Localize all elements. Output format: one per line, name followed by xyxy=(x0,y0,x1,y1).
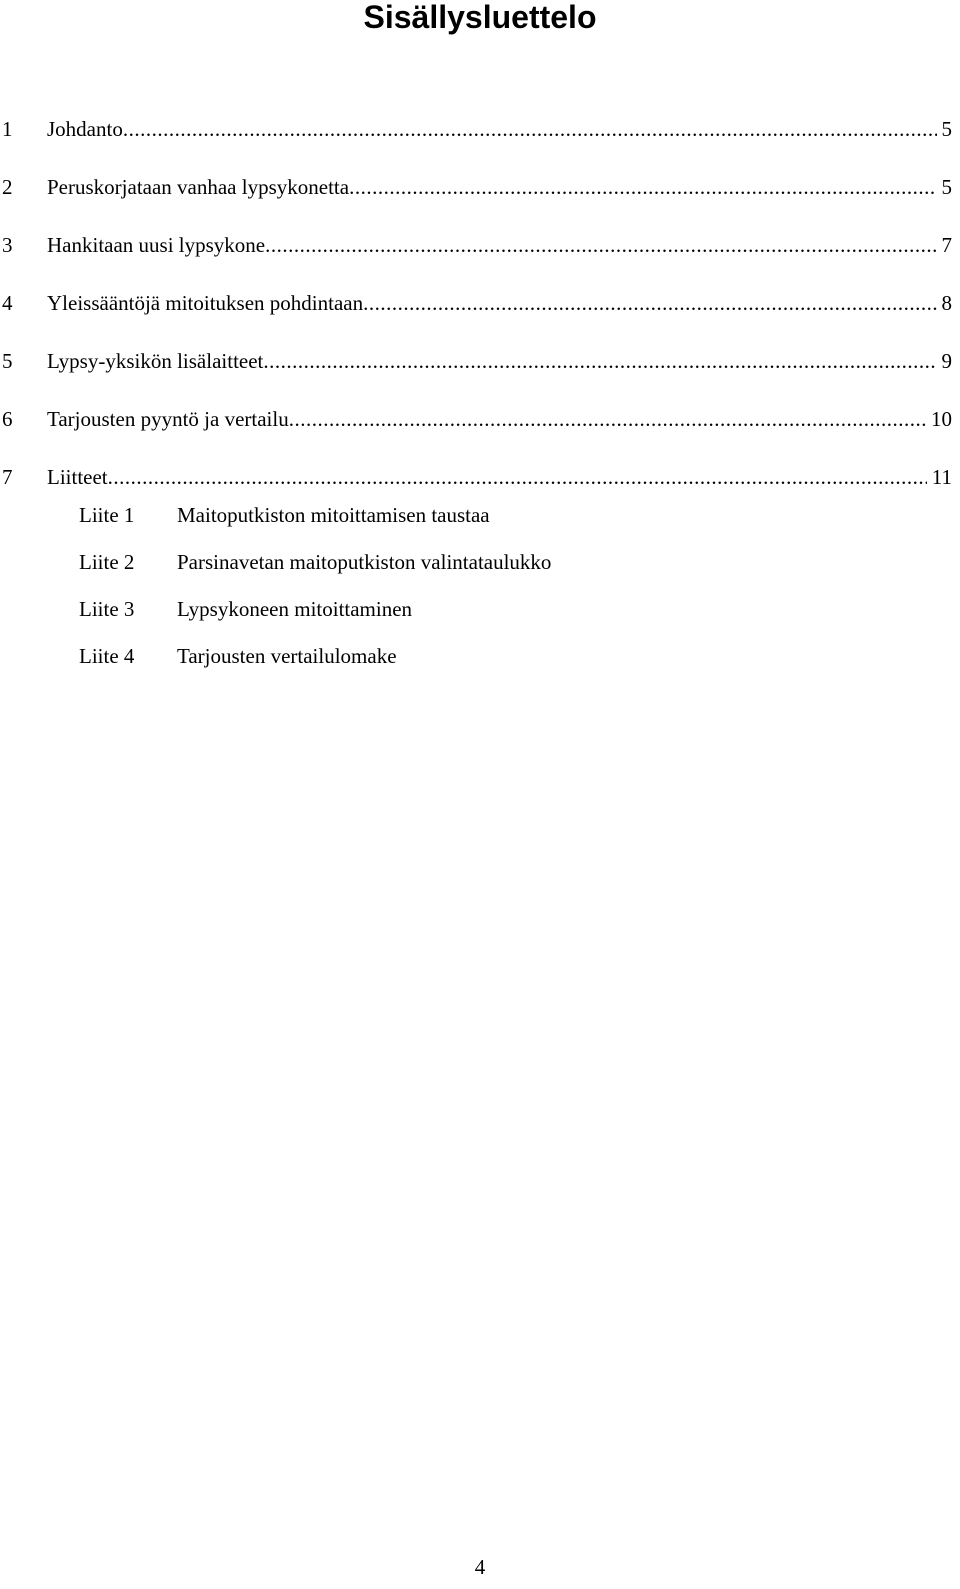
toc-entry-page: 9 xyxy=(941,349,952,373)
toc-entry[interactable] xyxy=(0,346,960,404)
toc-entry-page: 8 xyxy=(941,291,952,315)
toc-entry-title[interactable]: Peruskorjataan vanhaa lypsykonetta xyxy=(47,175,350,199)
dot-leader xyxy=(108,462,927,492)
appendix-title: Lypsykoneen mitoittaminen xyxy=(177,597,413,621)
appendix-title: Parsinavetan maitoputkiston valintataulukko xyxy=(177,550,552,574)
dot-leader xyxy=(349,172,936,202)
dot-leader xyxy=(363,288,936,318)
toc-entry-line xyxy=(47,114,952,144)
toc-entry-number: 1 xyxy=(2,117,13,141)
appendix-entry xyxy=(0,547,960,594)
appendix-entry xyxy=(0,594,960,641)
toc-entry[interactable] xyxy=(0,404,960,462)
toc-entry-title[interactable]: Tarjousten pyyntö ja vertailu xyxy=(47,407,289,431)
page-number: 4 xyxy=(474,1555,486,1579)
table-of-contents xyxy=(0,114,960,520)
toc-entry-number: 4 xyxy=(2,291,13,315)
dot-leader xyxy=(123,114,937,144)
toc-entry[interactable] xyxy=(0,172,960,230)
toc-entry-line xyxy=(47,404,952,434)
toc-entry-page: 5 xyxy=(941,117,952,141)
toc-entry-page: 5 xyxy=(941,175,952,199)
dot-leader xyxy=(263,346,936,376)
dot-leader xyxy=(265,230,936,260)
toc-entry-title[interactable]: Yleissääntöjä mitoituksen pohdintaan xyxy=(47,291,364,315)
toc-entry-line xyxy=(47,462,952,492)
toc-entry-title[interactable]: Hankitaan uusi lypsykone xyxy=(47,233,266,257)
page-title: Sisällysluettelo xyxy=(363,0,597,35)
toc-entry-page: 11 xyxy=(931,465,952,489)
appendix-label: Liite 2 xyxy=(79,550,135,574)
appendix-label: Liite 1 xyxy=(79,503,135,527)
toc-entry-page: 7 xyxy=(941,233,952,257)
appendix-entry xyxy=(0,641,960,688)
toc-entry-number: 7 xyxy=(2,465,13,489)
appendix-title: Maitoputkiston mitoittamisen taustaa xyxy=(177,503,490,527)
toc-entry-title[interactable]: Liitteet xyxy=(47,465,108,489)
appendix-entry xyxy=(0,500,960,547)
toc-entry-number: 3 xyxy=(2,233,13,257)
toc-entry-title[interactable]: Johdanto xyxy=(47,117,123,141)
appendix-list xyxy=(0,500,960,688)
toc-entry[interactable] xyxy=(0,114,960,172)
toc-entry-number: 6 xyxy=(2,407,13,431)
appendix-label: Liite 4 xyxy=(79,644,135,668)
dot-leader xyxy=(289,404,926,434)
toc-entry[interactable] xyxy=(0,288,960,346)
toc-entry-line xyxy=(47,288,952,318)
toc-entry-title[interactable]: Lypsy-yksikön lisälaitteet xyxy=(47,349,264,373)
toc-entry-line xyxy=(47,172,952,202)
toc-entry-line xyxy=(47,346,952,376)
toc-entry-page: 10 xyxy=(931,407,952,431)
toc-entry-number: 5 xyxy=(2,349,13,373)
appendix-label: Liite 3 xyxy=(79,597,135,621)
toc-entry-number: 2 xyxy=(2,175,13,199)
appendix-title: Tarjousten vertailulomake xyxy=(177,644,397,668)
toc-entry[interactable] xyxy=(0,230,960,288)
toc-entry-line xyxy=(47,230,952,260)
